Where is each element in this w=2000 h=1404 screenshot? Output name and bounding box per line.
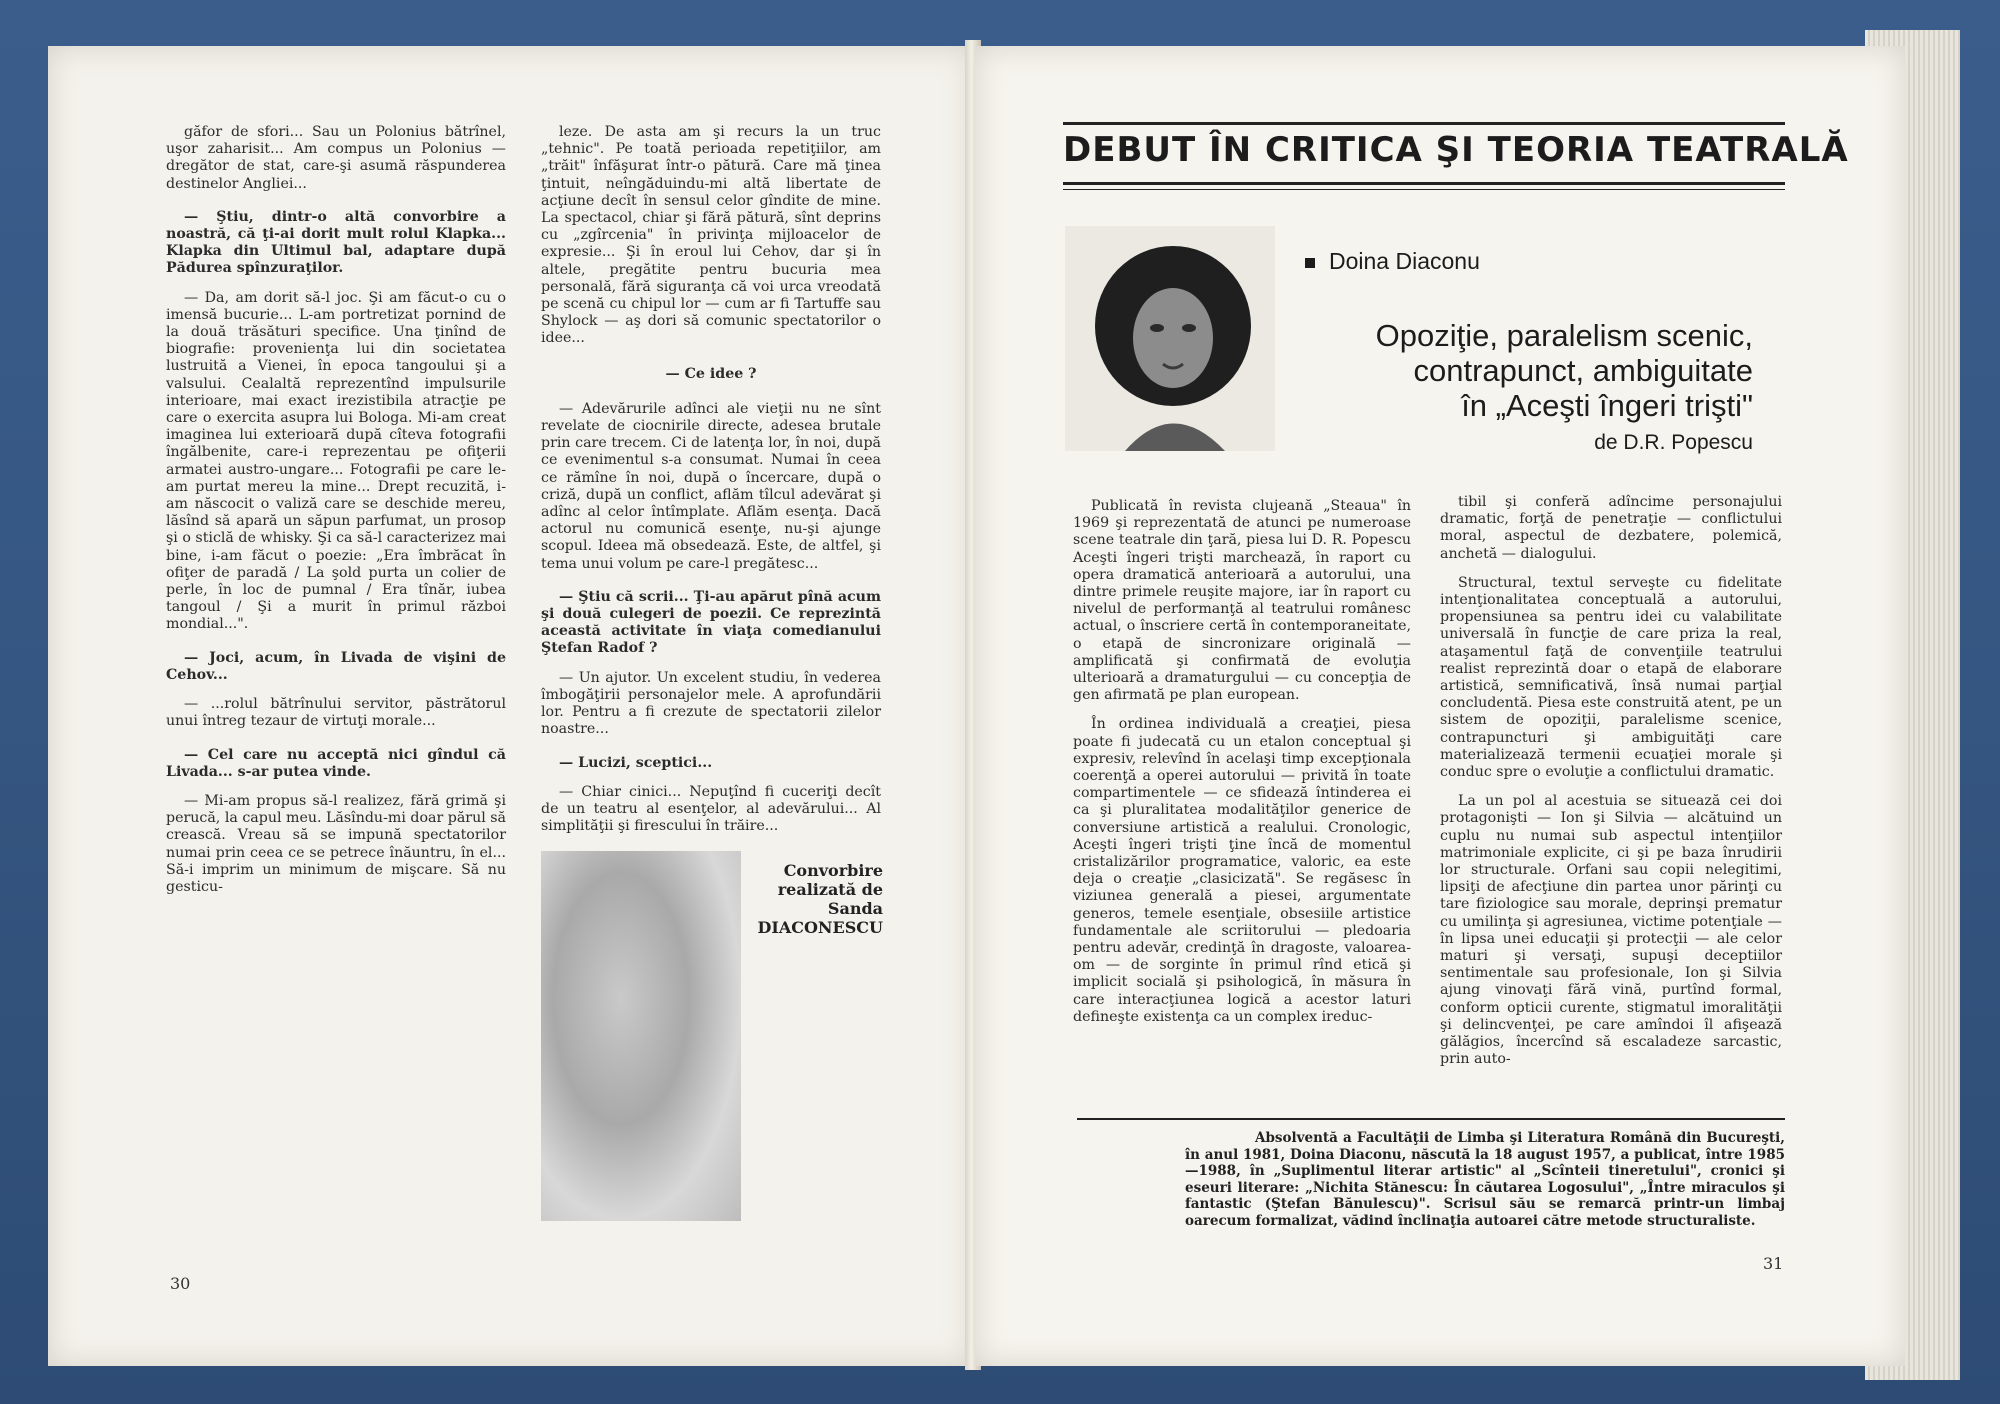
question: — Ce idee ?: [665, 365, 757, 382]
article-title: [1295, 318, 1753, 460]
title-line: în „Aceşti îngeri trişti": [1461, 388, 1753, 423]
question: — Cel care nu acceptă nici gîndul că Livada... s-ar putea vinde.: [166, 746, 506, 780]
question: — Ştiu, dintr-o altă convorbire a noastră, că ţi-ai dorit mult rolul Klapka... Klapka din Ultimul bal, adaptare după Pădurea spînzuraţilor.: [166, 208, 506, 277]
paragraph: — ...rolul bătrînului servitor, păstrătorul unui întreg tezaur de virtuţi morale...: [166, 696, 506, 730]
paragraph: — Chiar cinici... Nepuţînd fi cuceriţi decît de un teatru al esenţelor, al adevărului... Al simplităţii şi firescului în trăire...: [541, 783, 881, 835]
paragraph: găfor de sfori... Sau un Polonius bătrînel, uşor zaharisit... Am compus un Polonius — dregător de stat, care-şi asumă răspunderea destinelor Angliei...: [166, 124, 506, 192]
paragraph: În ordinea individuală a creaţiei, piesa poate fi judecată cu un etalon conceptual şi expresiv, relevînd în acelaşi timp excepţionala coerenţă a operei autorului — privită în toate compartimentele — ce sfidează întinderea ei ca şi pluralitatea modalităţilor generice de conversiune artistică a realului. Cronologic, Aceşti îngeri trişti ţine încă de momentul cristalizărilor programatice, valoric, ea este deja o creaţie „clasicizată". Se regăsesc în viziunea generală a piesei, argumentate generos, temele esenţiale, obsesiile artistice fundamentale ale scriitorului — pledoaria pentru adevăr, credinţă în dragoste, valoarea-om — de sorginte în primul rînd etică şi implicit socială şi psihologică, în măsura în care interacţiunea logică a acestor laturi defineşte existenţa ca un complex ireduc-: [1073, 716, 1411, 1025]
heading-rule-bottom-thin: [1063, 189, 1785, 190]
actor-photo: [541, 851, 741, 1221]
paragraph: tibil şi conferă adîncime personajului dramatic, forţă de penetraţie — conflictului moral, aspectul de dezbatere, polemică, anchetă — dialogului.: [1440, 494, 1782, 562]
author-name-text: Doina Diaconu: [1329, 248, 1480, 274]
bio-rule: [1077, 1118, 1785, 1120]
right-page: [975, 46, 1905, 1366]
heading-rule-top: [1063, 122, 1785, 125]
article-byline: de D.R. Popescu: [1594, 431, 1753, 454]
paragraph: leze. De asta am şi recurs la un truc „tehnic". Pe toată perioada repetiţiilor, am „trăit" înfăşurat într-o pătură. Care mă ţinea ţintuit, neîngăduindu-mi altă libertate de acţiune decît în sensul celor gîndite de mine. La spectacol, chiar şi fără pătură, sînt deprins cu „zgîrcenia" în privinţa mijloacelor de expresie... Şi în eroul lui Cehov, dar şi în altele, pregătite pentru bucuria mea personală, fără siguranţa că voi urca vreodată pe scenă cu chipul lor — cum ar fi Tartuffe sau Shylock — aş dori să comunic spectatorilor o idee...: [541, 124, 881, 347]
page-number-right: 31: [1763, 1254, 1784, 1273]
paragraph: — Da, am dorit să-l joc. Şi am făcut-o cu o imensă bucurie... L-am portretizat pornind de la două trăsături specifice. Una ţinînd de biografie: provenienţa lui din societatea lustruită a Vienei, în epoca tangoului şi a valsului. Cealaltă reprezentînd impulsurile interioare, mai exact irezistibila atracţie pe care o exercita asupra lui Bologa. Mi-am creat imaginea lui exterioară după cîteva fotografii îngălbenite, care-i reprezentau pe ofiţerii armatei austro-ungare... Fotografii pe care le-am purtat mereu la mine... Drept recuzită, i-am născocit o valiză care se deschide mereu, lăsînd să apară un săpun parfumat, un prosop şi o sticlă de whisky. Şi ca să-l caracterizez mai bine, i-am făcut o poezie: „Era îmbrăcat în ofiţer de paradă / La şold purta un colier de perle, în loc de pumnal / Era tînăr, iubea tangoul / Şi a murit în primul război mondial...".: [166, 289, 506, 633]
paragraph: — Un ajutor. Un excelent studiu, în vederea îmbogăţirii personajelor mele. A aprofundării lor. Pentru a fi crezute de spectatorii zilelor noastre...: [541, 669, 881, 738]
paragraph: La un pol al acestuia se situează cei doi protagonişti — Ion şi Silvia — alcătuind un cuplu nu numai sub aspectul intenţiilor matrimoniale explicite, ci şi pe baza înrudirii lor structurale. Orfani sau copii nelegitimi, lipsiţi de afecţiune din partea unor părinţi cu tare fiziologice sau morale, deprinşi prematur cu umilinţa şi agresiunea, victime potenţiale — în lipsa unei educaţii şi protecţii — ale celor maturi şi versaţi, supuşi deceptiilor sentimentale sau profesionale, Ion şi Silvia ajung vinovaţi fără vină, purtînd formal, conform opticii curente, stigmatul imoralităţii şi delincvenţei, pe care amîndoi îl afişează gălăgios, încercînd să escaladeze sarcastic, prin auto-: [1440, 793, 1782, 1068]
paragraph: Structural, textul serveşte cu fidelitate intenţionalitatea conceptuală a autorului, propensiunea sa pentru idei cu valabilitate universală în funcţie de care priza la real, ataşamentul faţă de convenţiile teatrului realist reprezintă doar o etapă de elaborare artistică, semnificativă, însă numai parţial concludentă. Piesa este construită atent, pe un sistem de opoziţii, paralelisme scenice, contrapuncturi şi ambiguităţi care materializează termenii ecuaţiei morale şi conduc spre o evoluţie a conflictului dramatic.: [1440, 574, 1782, 781]
author-name: [1305, 248, 1480, 275]
left-column-2: [541, 124, 881, 847]
author-bio: [1185, 1130, 1785, 1230]
title-line: contrapunct, ambiguitate: [1413, 353, 1753, 388]
author-bio-text: Absolventă a Facultăţii de Limba şi Literatura Română din Bucureşti, în anul 1981, Doina Diaconu, născută la 18 august 1957, a publicat, între 1985—1988, în „Suplimentul literar artistic" al „Scînteii tineretului", cronici şi eseuri literare: „Nichita Stănescu: În căutarea Logosului", „Între miraculos şi fantastic (Ştefan Bănulescu)". Scrisul său se remarcă printr-un limbaj oarecum formalizat, vădind înclinaţia autoarei către metode structuraliste.: [1185, 1130, 1785, 1229]
section-heading: DEBUT ÎN CRITICA ŞI TEORIA TEATRALĂ: [1063, 130, 1849, 170]
author-portrait: [1065, 226, 1275, 451]
bullet-square-icon: [1305, 258, 1315, 268]
page-number-left: 30: [170, 1274, 191, 1293]
paragraph: — Adevărurile adînci ale vieţii nu ne sînt revelate de ciocnirile directe, adesea brutale prin care trecem. Ci de latenţa lor, în noi, după ce evenimentul s-a consumat. Numai în ceea ce rămîne în noi, după o încercare, după o criză, după un conflict, aflăm tîlcul adevărat şi adînc al celor întîmplate. Aflăm esenţa. Dacă actorul nu comunică esenţe, nu-şi ajunge scopul. Ideea mă obsedează. Este, de altfel, şi tema unui volum pe care-l pregătesc...: [541, 400, 881, 572]
question: — Joci, acum, în Livada de vişini de Cehov...: [166, 649, 506, 683]
interview-credit: Convorbire realizată de Sanda DIACONESCU: [757, 861, 883, 937]
title-line: Opoziţie, paralelism scenic,: [1375, 318, 1753, 353]
heading-rule-bottom: [1063, 182, 1785, 185]
question: — Lucizi, sceptici...: [559, 754, 713, 771]
paragraph: — Mi-am propus să-l realizez, fără grimă şi perucă, la capul meu. Lăsîndu-mi doar părul să crească. Vreau să se impună spectatorilor numai prin ceea ce se petrece înăuntru, în el... Să-i imprim un minimum de mişcare. Să nu gesticu-: [166, 792, 506, 895]
question: — Ştiu că scrii... Ţi-au apărut pînă acum şi două culegeri de poezii. Ce reprezintă această activitate în viaţa comedianului Ştefan Radof ?: [541, 588, 881, 657]
portrait-image: [1065, 226, 1275, 451]
left-page: [48, 46, 973, 1366]
paragraph: Publicată în revista clujeană „Steaua" în 1969 şi reprezentată de atunci pe numeroase scene teatrale din ţară, piesa lui D. R. Popescu Aceşti îngeri trişti marchează, în raport cu opera dramatică anterioară a autorului, una dintre primele reuşite majore, iar în raport cu nivelul de performanţă al teatrului românesc actual, o înscriere certă în contemporaneitate, o etapă de sincronizare originală — amplificată şi confirmată de evoluţia ulterioară a dramaturgului — cu concepţia de gen afirmată pe plan european.: [1073, 498, 1411, 704]
right-column-1: [1073, 498, 1411, 1038]
right-column-2: [1440, 494, 1782, 1081]
left-column-1: [166, 124, 506, 908]
